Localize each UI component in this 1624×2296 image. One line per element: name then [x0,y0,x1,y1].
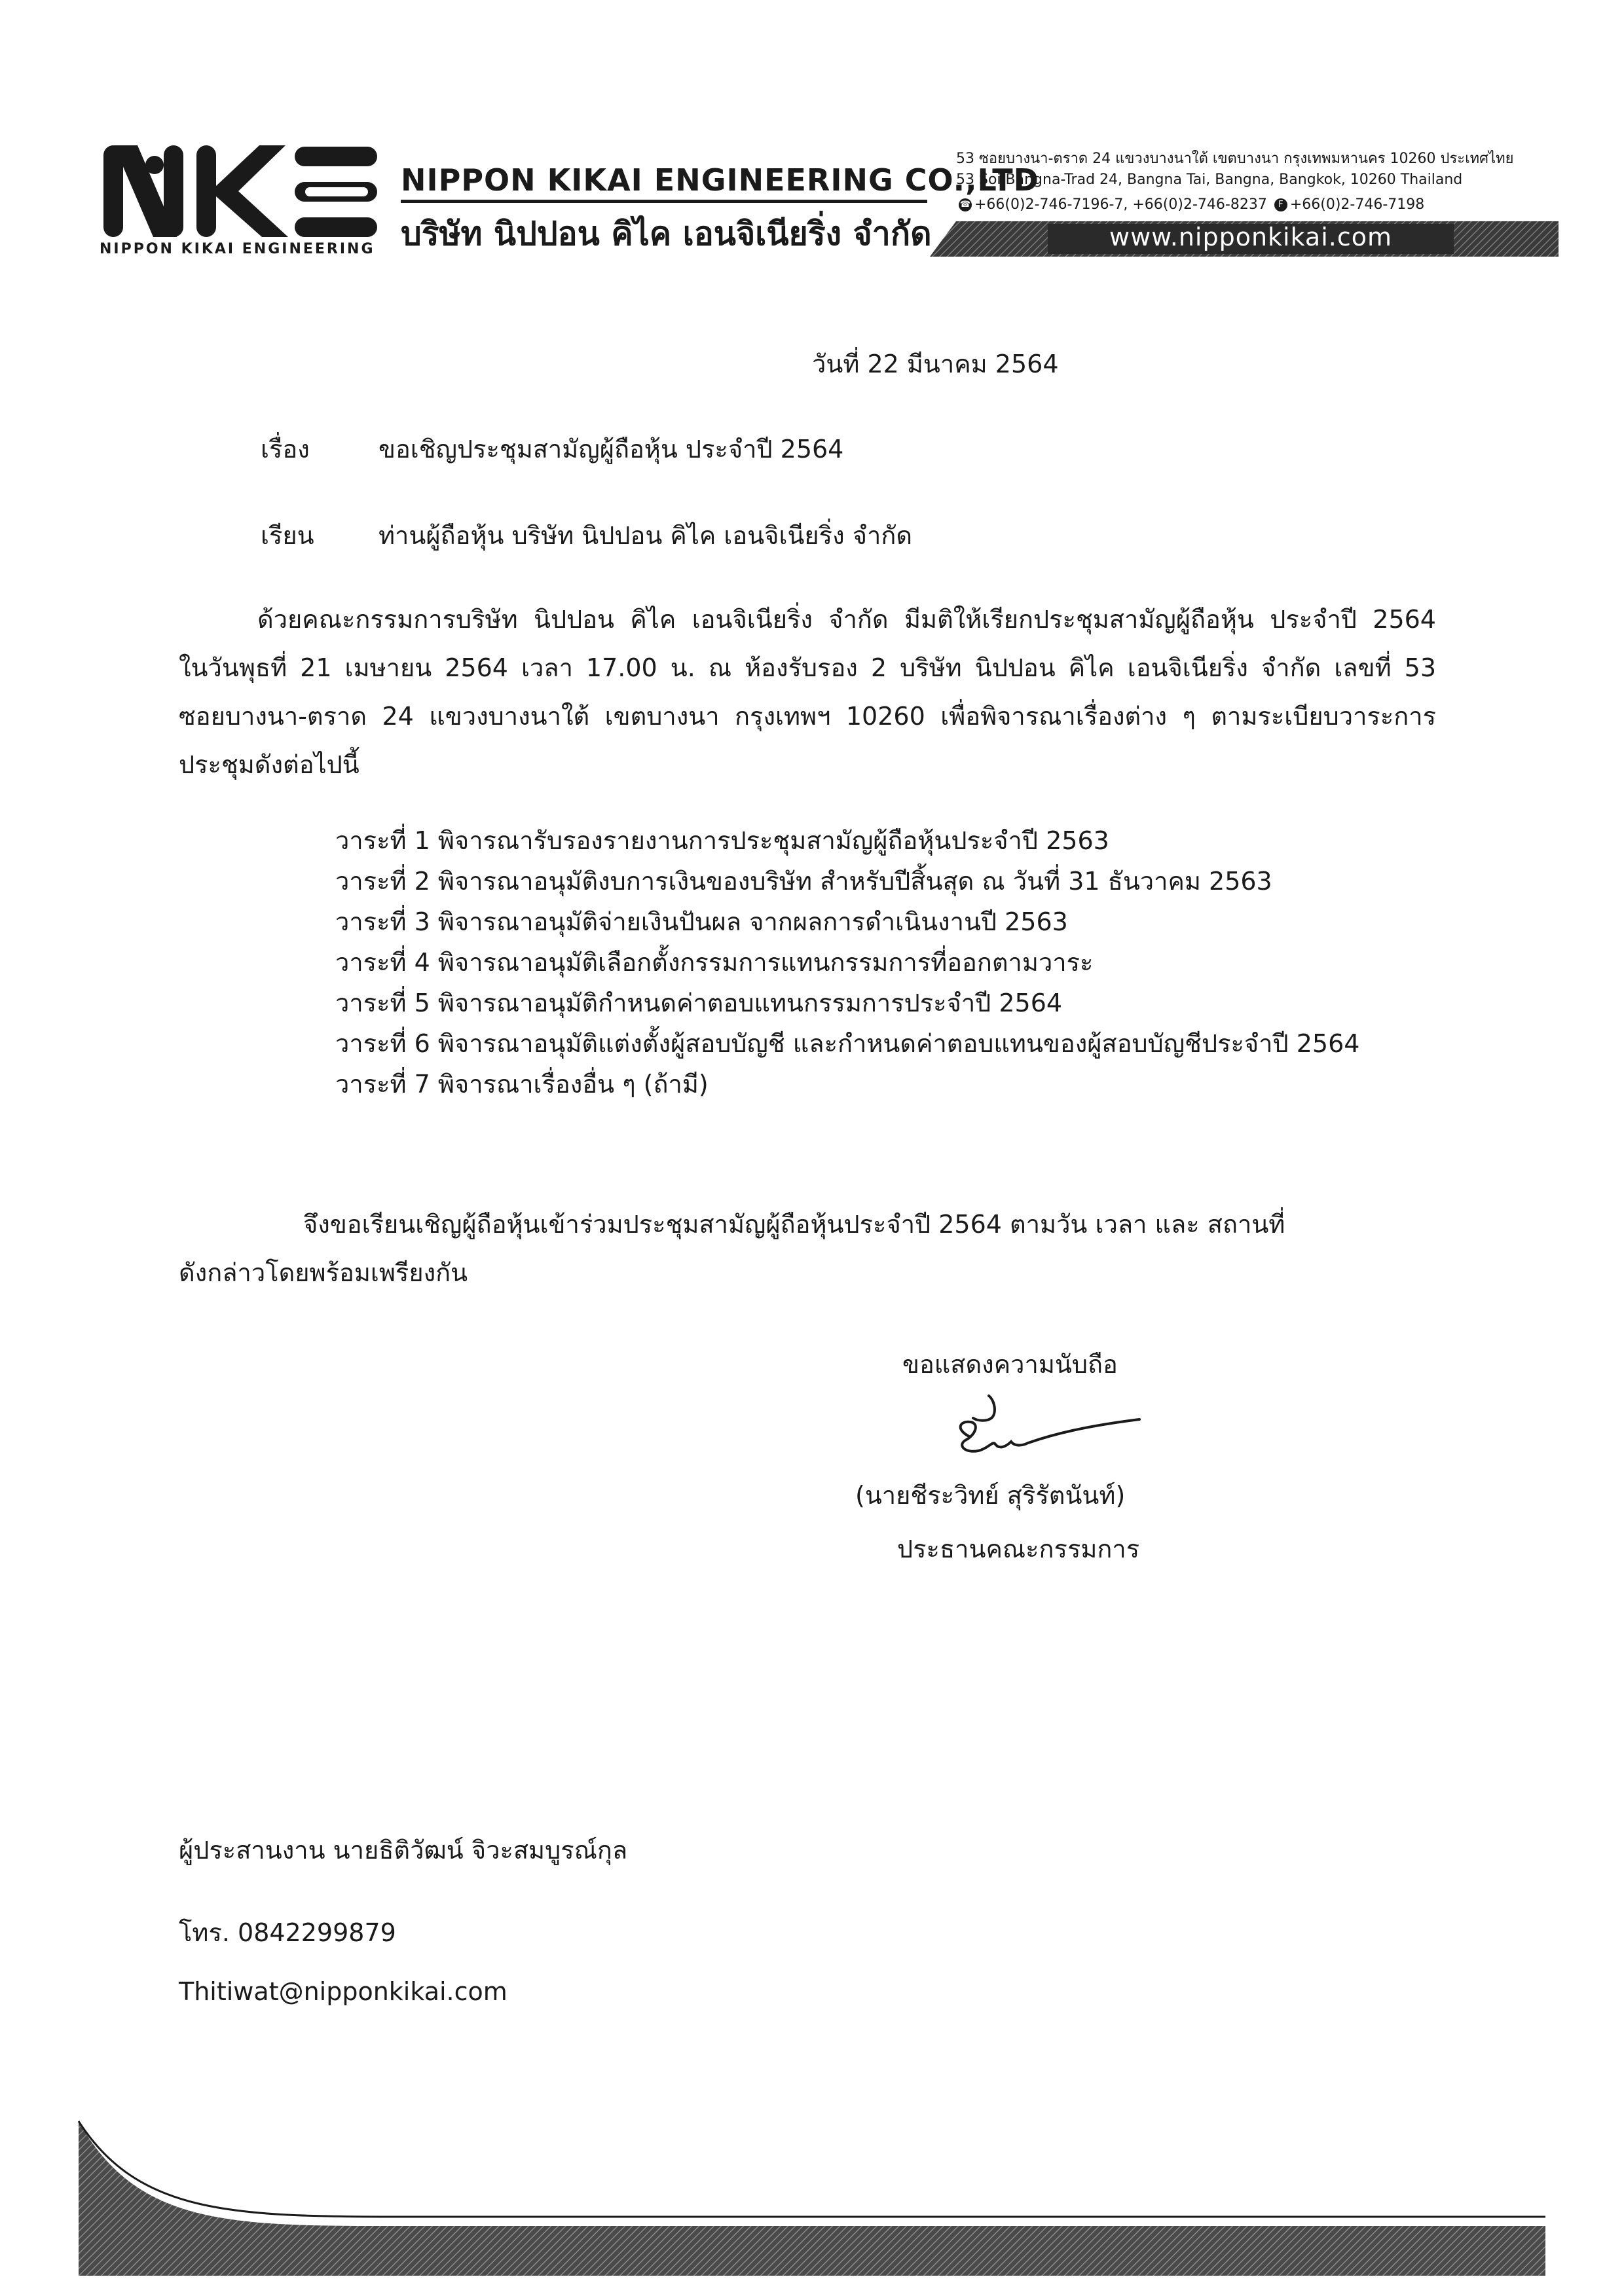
subject-text: ขอเชิญประชุมสามัญผู้ถือหุ้น ประจำปี 2564 [378,435,844,464]
company-name-th: บริษัท นิปปอน คิไค เอนจิเนียริ่ง จำกัด [401,215,932,253]
company-name-en: NIPPON KIKAI ENGINEERING CO.,LTD [401,162,1039,198]
letter-date: วันที่ 22 มีนาคม 2564 [812,350,1059,378]
agenda-item: วาระที่ 6 พิจารณาอนุมัติแต่งตั้งผู้สอบบัญชี และกำหนดค่าตอบแทนของผู้สอบบัญชีประจำปี 2564 [335,1029,1360,1058]
intro-line: ซอยบางนา-ตราด 24 แขวงบางนาใต้ เขตบางนา กรุงเทพฯ 10260 เพื่อพิจารณาเรื่องต่าง ๆ ตามระเบียบวาระการ [179,702,1436,731]
recipient-text: ท่านผู้ถือหุ้น บริษัท นิปปอน คิไค เอนจิเนียริ่ง จำกัด [378,521,913,550]
logo-caption: NIPPON KIKAI ENGINEERING [100,241,375,257]
intro-line: ในวันพุธที่ 21 เมษายน 2564 เวลา 17.00 น. ณ ห้องรับรอง 2 บริษัท นิปปอน คิไค เอนจิเนียริ่ง จำกัด เลขที่ 53 [179,653,1436,682]
agenda-list [335,826,1359,1110]
phone-icon: ☎ [959,198,972,211]
closing-line: ดังกล่าวโดยพร้อมเพรียงกัน [179,1258,468,1287]
address-en: 53 Soi Bangna-Trad 24, Bangna Tai, Bangna, Bangkok, 10260 Thailand [956,172,1463,188]
phone-fax-line [956,196,1424,213]
coordinator-name: ผู้ประสานงาน นายธิติวัฒน์ จิวะสมบูรณ์กุล [179,1836,628,1865]
footer-swoosh [59,2095,1565,2278]
closing-paragraph [179,1210,1436,1307]
company-name-divider [401,200,927,203]
agenda-item: วาระที่ 2 พิจารณาอนุมัติงบการเงินของบริษัท สำหรับปีสิ้นสุด ณ วันที่ 31 ธันวาคม 2563 [335,867,1272,896]
company-logo [98,139,386,250]
agenda-item: วาระที่ 3 พิจารณาอนุมัติจ่ายเงินปันผล จากผลการดำเนินงานปี 2563 [335,907,1068,936]
coordinator-email[interactable]: Thitiwat@nipponkikai.com [179,1977,507,2006]
regards-text: ขอแสดงความนับถือ [902,1350,1118,1379]
website-link[interactable]: www.nipponkikai.com [1109,223,1393,251]
agenda-item: วาระที่ 1 พิจารณารับรองรายงานการประชุมสามัญผู้ถือหุ้นประจำปี 2563 [335,826,1109,855]
agenda-item: วาระที่ 4 พิจารณาอนุมัติเลือกตั้งกรรมการแทนกรรมการที่ออกตามวาระ [335,948,1094,977]
fax-icon: F [1274,198,1287,211]
agenda-item: วาระที่ 7 พิจารณาเรื่องอื่น ๆ (ถ้ามี) [335,1070,709,1099]
intro-line: ประชุมดังต่อไปนี้ [179,750,360,779]
closing-line: จึงขอเรียนเชิญผู้ถือหุ้นเข้าร่วมประชุมสามัญผู้ถือหุ้นประจำปี 2564 ตามวัน เวลา และ สถานที่ [303,1210,1285,1239]
subject-label: เรื่อง [261,435,310,464]
company-fax: +66(0)2-746-7198 [1289,196,1425,213]
intro-line: ด้วยคณะกรรมการบริษัท นิปปอน คิไค เอนจิเนียริ่ง จำกัด มีมติให้เรียกประชุมสามัญผู้ถือหุ้น ประจำปี 2564 [257,605,1436,634]
company-phone: +66(0)2-746-7196-7, +66(0)2-746-8237 [974,196,1267,213]
coordinator-phone: โทร. 0842299879 [179,1918,396,1947]
recipient-label: เรียน [261,521,314,550]
address-th: 53 ซอยบางนา-ตราด 24 แขวงบางนาใต้ เขตบางนา กรุงเทพมหานคร 10260 ประเทศไทย [956,151,1514,167]
signature [943,1388,1159,1480]
signer-name: (นายชีระวิทย์ สุริรัตนันท์) [855,1481,1126,1510]
agenda-item: วาระที่ 5 พิจารณาอนุมัติกำหนดค่าตอบแทนกรรมการประจำปี 2564 [335,989,1063,1017]
intro-paragraph [179,605,1436,799]
signer-title: ประธานคณะกรรมการ [897,1535,1140,1563]
